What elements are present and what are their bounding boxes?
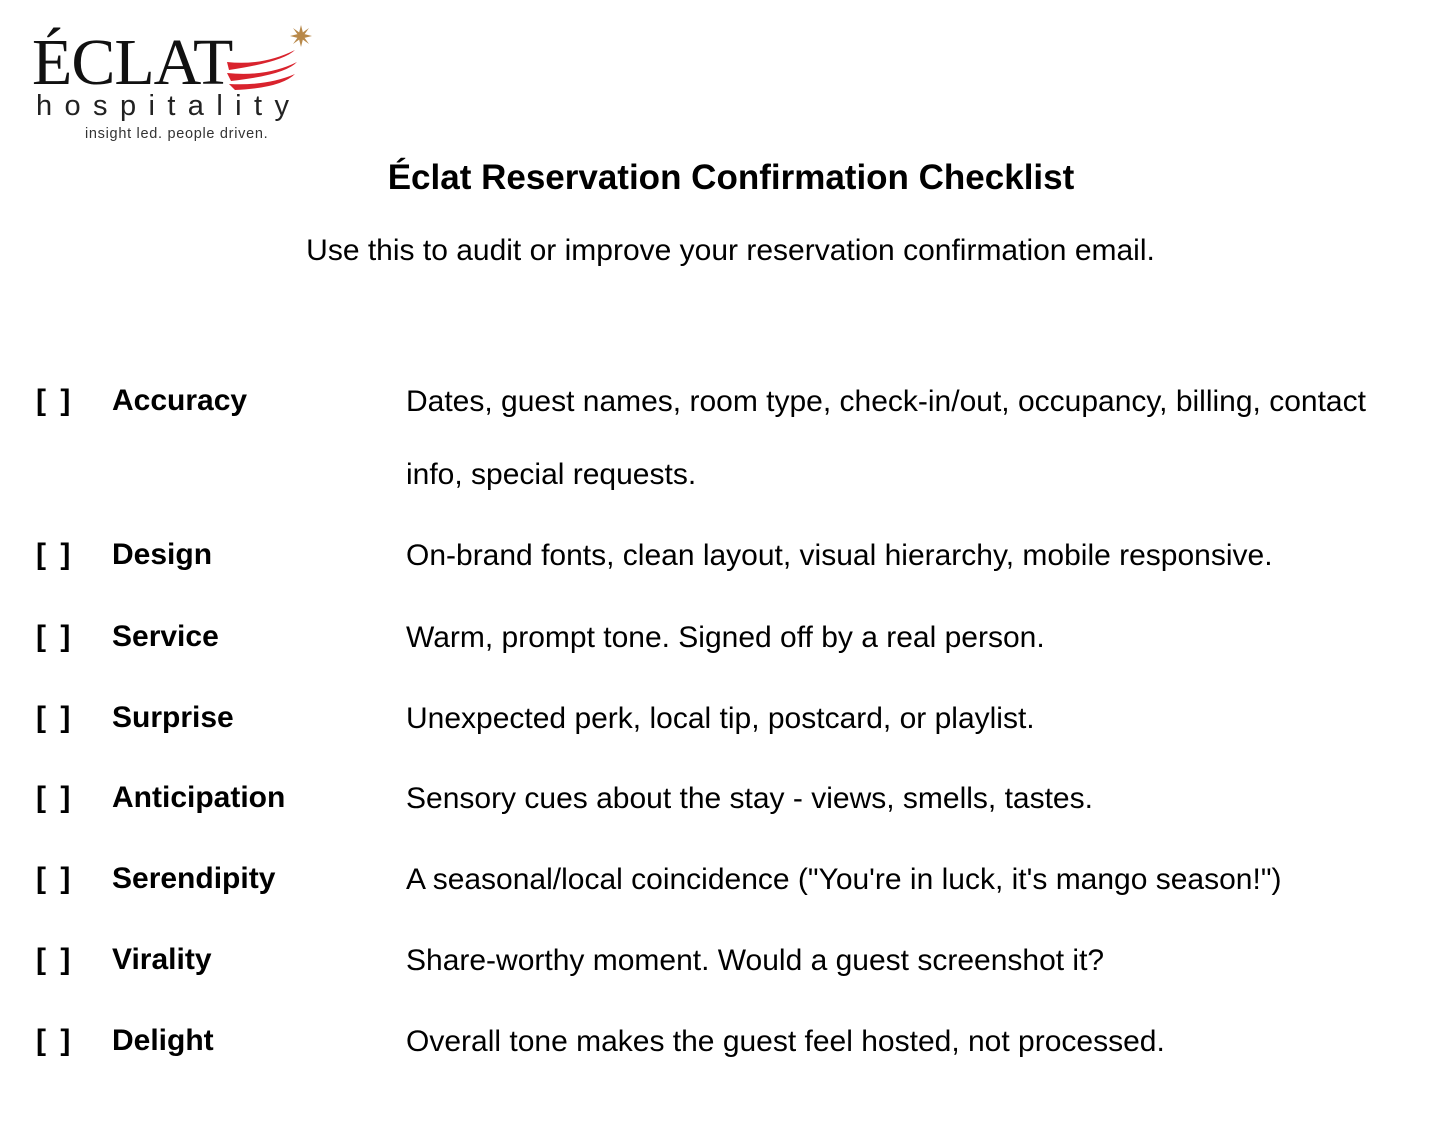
logo-subtitle: hospitality — [36, 90, 302, 122]
logo-wordmark: ÉCLAT — [32, 26, 233, 99]
checklist-description: A seasonal/local coincidence ("You're in luck, it's mango season!") — [406, 863, 1282, 896]
checkbox[interactable]: [ ] — [36, 620, 74, 653]
checklist-label: Service — [112, 620, 219, 653]
checklist-label: Virality — [112, 943, 212, 976]
checklist-label: Accuracy — [112, 384, 248, 417]
checklist-description: On-brand fonts, clean layout, visual hierarchy, mobile responsive. — [406, 539, 1273, 572]
checkbox[interactable]: [ ] — [36, 538, 74, 571]
checkbox[interactable]: [ ] — [36, 384, 74, 417]
checklist-label: Surprise — [112, 701, 234, 734]
checklist-description: Share-worthy moment. Would a guest screenshot it? — [406, 944, 1105, 977]
checkbox[interactable]: [ ] — [36, 1024, 74, 1057]
checklist-label: Delight — [112, 1024, 214, 1057]
checklist-label: Anticipation — [112, 781, 286, 814]
page-subtitle: Use this to audit or improve your reservation confirmation email. — [306, 234, 1155, 267]
checkbox[interactable]: [ ] — [36, 701, 74, 734]
checklist-description: Warm, prompt tone. Signed off by a real person. — [406, 621, 1045, 654]
checkbox[interactable]: [ ] — [36, 862, 74, 895]
checkbox[interactable]: [ ] — [36, 781, 74, 814]
checkbox[interactable]: [ ] — [36, 943, 74, 976]
checklist-description: Overall tone makes the guest feel hosted, not processed. — [406, 1025, 1165, 1058]
checklist-description: Unexpected perk, local tip, postcard, or playlist. — [406, 702, 1035, 735]
checklist-description: Dates, guest names, room type, check-in/out, occupancy, billing, contact info, special requests. — [406, 385, 1366, 491]
logo-tagline: insight led. people driven. — [85, 126, 269, 142]
checklist-label: Serendipity — [112, 862, 276, 895]
checklist-description: Sensory cues about the stay - views, smells, tastes. — [406, 782, 1093, 815]
page-title: Éclat Reservation Confirmation Checklist — [387, 158, 1075, 197]
checklist-label: Design — [112, 538, 213, 571]
